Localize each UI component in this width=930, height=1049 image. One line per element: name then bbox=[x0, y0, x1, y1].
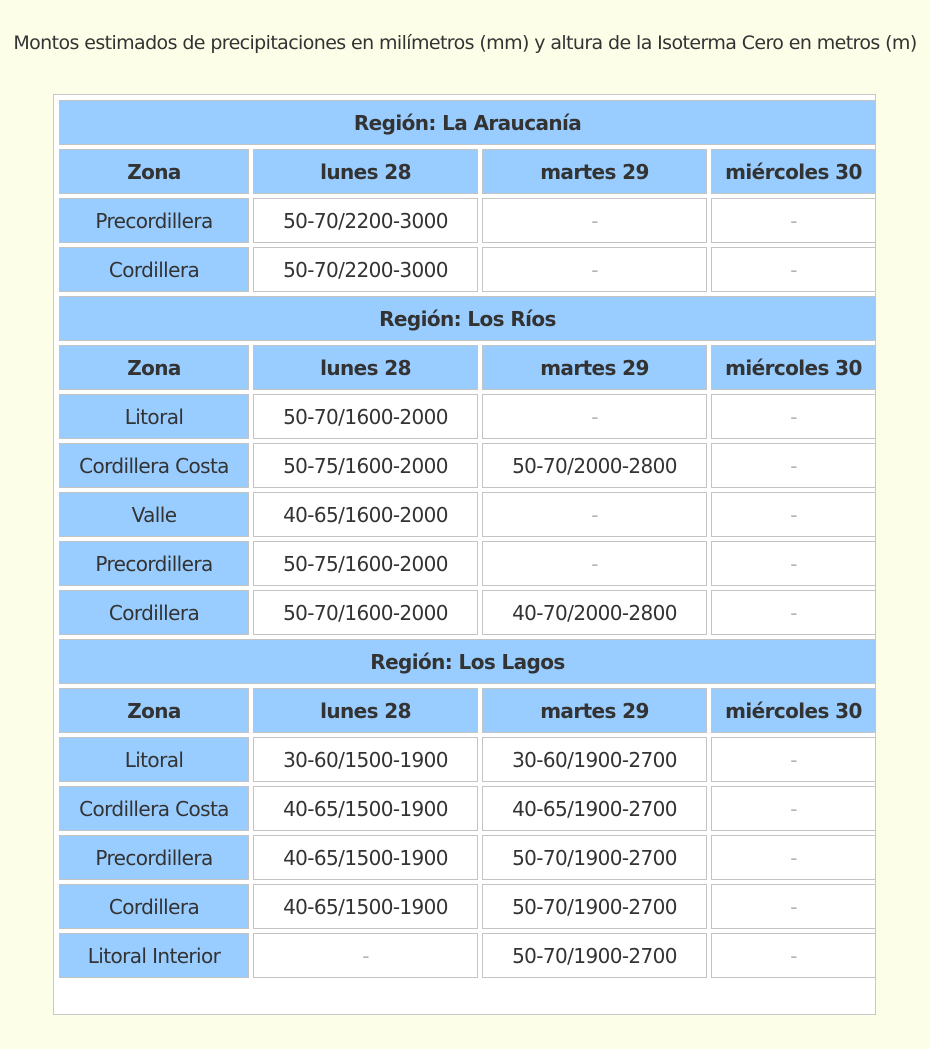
region-title-row bbox=[59, 100, 876, 145]
value-cell: - bbox=[482, 492, 707, 537]
region-title: Región: Los Lagos bbox=[59, 639, 876, 684]
value-cell: 40-65/1500-1900 bbox=[253, 884, 478, 929]
value-cell: 50-75/1600-2000 bbox=[253, 443, 478, 488]
value-cell: - bbox=[711, 786, 876, 831]
zone-cell: Precordillera bbox=[59, 541, 249, 586]
value-cell: - bbox=[711, 394, 876, 439]
table-row bbox=[59, 884, 876, 929]
header-miercoles-30: miércoles 30 bbox=[711, 345, 876, 390]
header-row bbox=[59, 688, 876, 733]
value-cell: - bbox=[482, 394, 707, 439]
value-cell: - bbox=[711, 541, 876, 586]
header-zona: Zona bbox=[59, 345, 249, 390]
header-zona: Zona bbox=[59, 149, 249, 194]
value-cell: - bbox=[711, 198, 876, 243]
table-row bbox=[59, 590, 876, 635]
table-row bbox=[59, 492, 876, 537]
value-cell: 40-65/1900-2700 bbox=[482, 786, 707, 831]
table-row bbox=[59, 394, 876, 439]
value-cell: 50-70/2200-3000 bbox=[253, 198, 478, 243]
value-cell: 40-65/1500-1900 bbox=[253, 835, 478, 880]
value-cell: - bbox=[711, 933, 876, 978]
value-cell: - bbox=[711, 590, 876, 635]
value-cell: - bbox=[711, 247, 876, 292]
header-miercoles-30: miércoles 30 bbox=[711, 688, 876, 733]
header-row bbox=[59, 345, 876, 390]
forecast-table-body bbox=[59, 100, 876, 978]
header-martes-29: martes 29 bbox=[482, 688, 707, 733]
value-cell: 50-75/1600-2000 bbox=[253, 541, 478, 586]
value-cell: 50-70/1900-2700 bbox=[482, 884, 707, 929]
value-cell: - bbox=[711, 737, 876, 782]
value-cell: 50-70/2200-3000 bbox=[253, 247, 478, 292]
zone-cell: Cordillera bbox=[59, 884, 249, 929]
value-cell: 30-60/1900-2700 bbox=[482, 737, 707, 782]
header-lunes-28: lunes 28 bbox=[253, 149, 478, 194]
region-title: Región: Los Ríos bbox=[59, 296, 876, 341]
value-cell: 50-70/2000-2800 bbox=[482, 443, 707, 488]
value-cell: 50-70/1600-2000 bbox=[253, 590, 478, 635]
header-miercoles-30: miércoles 30 bbox=[711, 149, 876, 194]
zone-cell: Litoral bbox=[59, 394, 249, 439]
value-cell: 50-70/1600-2000 bbox=[253, 394, 478, 439]
zone-cell: Cordillera bbox=[59, 247, 249, 292]
table-row bbox=[59, 933, 876, 978]
forecast-table-frame bbox=[53, 94, 876, 1015]
zone-cell: Cordillera Costa bbox=[59, 786, 249, 831]
zone-cell: Litoral bbox=[59, 737, 249, 782]
value-cell: 40-65/1500-1900 bbox=[253, 786, 478, 831]
zone-cell: Valle bbox=[59, 492, 249, 537]
value-cell: 40-65/1600-2000 bbox=[253, 492, 478, 537]
value-cell: - bbox=[711, 835, 876, 880]
table-row bbox=[59, 198, 876, 243]
zone-cell: Litoral Interior bbox=[59, 933, 249, 978]
value-cell: 30-60/1500-1900 bbox=[253, 737, 478, 782]
region-title-row bbox=[59, 296, 876, 341]
value-cell: - bbox=[482, 198, 707, 243]
header-lunes-28: lunes 28 bbox=[253, 345, 478, 390]
table-row bbox=[59, 247, 876, 292]
value-cell: - bbox=[482, 247, 707, 292]
value-cell: - bbox=[711, 884, 876, 929]
table-row bbox=[59, 737, 876, 782]
header-martes-29: martes 29 bbox=[482, 149, 707, 194]
zone-cell: Precordillera bbox=[59, 198, 249, 243]
forecast-table bbox=[55, 96, 880, 982]
header-row bbox=[59, 149, 876, 194]
zone-cell: Precordillera bbox=[59, 835, 249, 880]
table-row bbox=[59, 835, 876, 880]
table-row bbox=[59, 541, 876, 586]
zone-cell: Cordillera Costa bbox=[59, 443, 249, 488]
value-cell: - bbox=[253, 933, 478, 978]
zone-cell: Cordillera bbox=[59, 590, 249, 635]
table-row bbox=[59, 443, 876, 488]
table-row bbox=[59, 786, 876, 831]
value-cell: 40-70/2000-2800 bbox=[482, 590, 707, 635]
header-lunes-28: lunes 28 bbox=[253, 688, 478, 733]
region-title: Región: La Araucanía bbox=[59, 100, 876, 145]
region-title-row bbox=[59, 639, 876, 684]
value-cell: - bbox=[711, 443, 876, 488]
header-martes-29: martes 29 bbox=[482, 345, 707, 390]
value-cell: 50-70/1900-2700 bbox=[482, 835, 707, 880]
value-cell: 50-70/1900-2700 bbox=[482, 933, 707, 978]
value-cell: - bbox=[482, 541, 707, 586]
table-caption: Montos estimados de precipitaciones en milímetros (mm) y altura de la Isoterma Cero en metros (m) bbox=[13, 32, 917, 54]
header-zona: Zona bbox=[59, 688, 249, 733]
value-cell: - bbox=[711, 492, 876, 537]
